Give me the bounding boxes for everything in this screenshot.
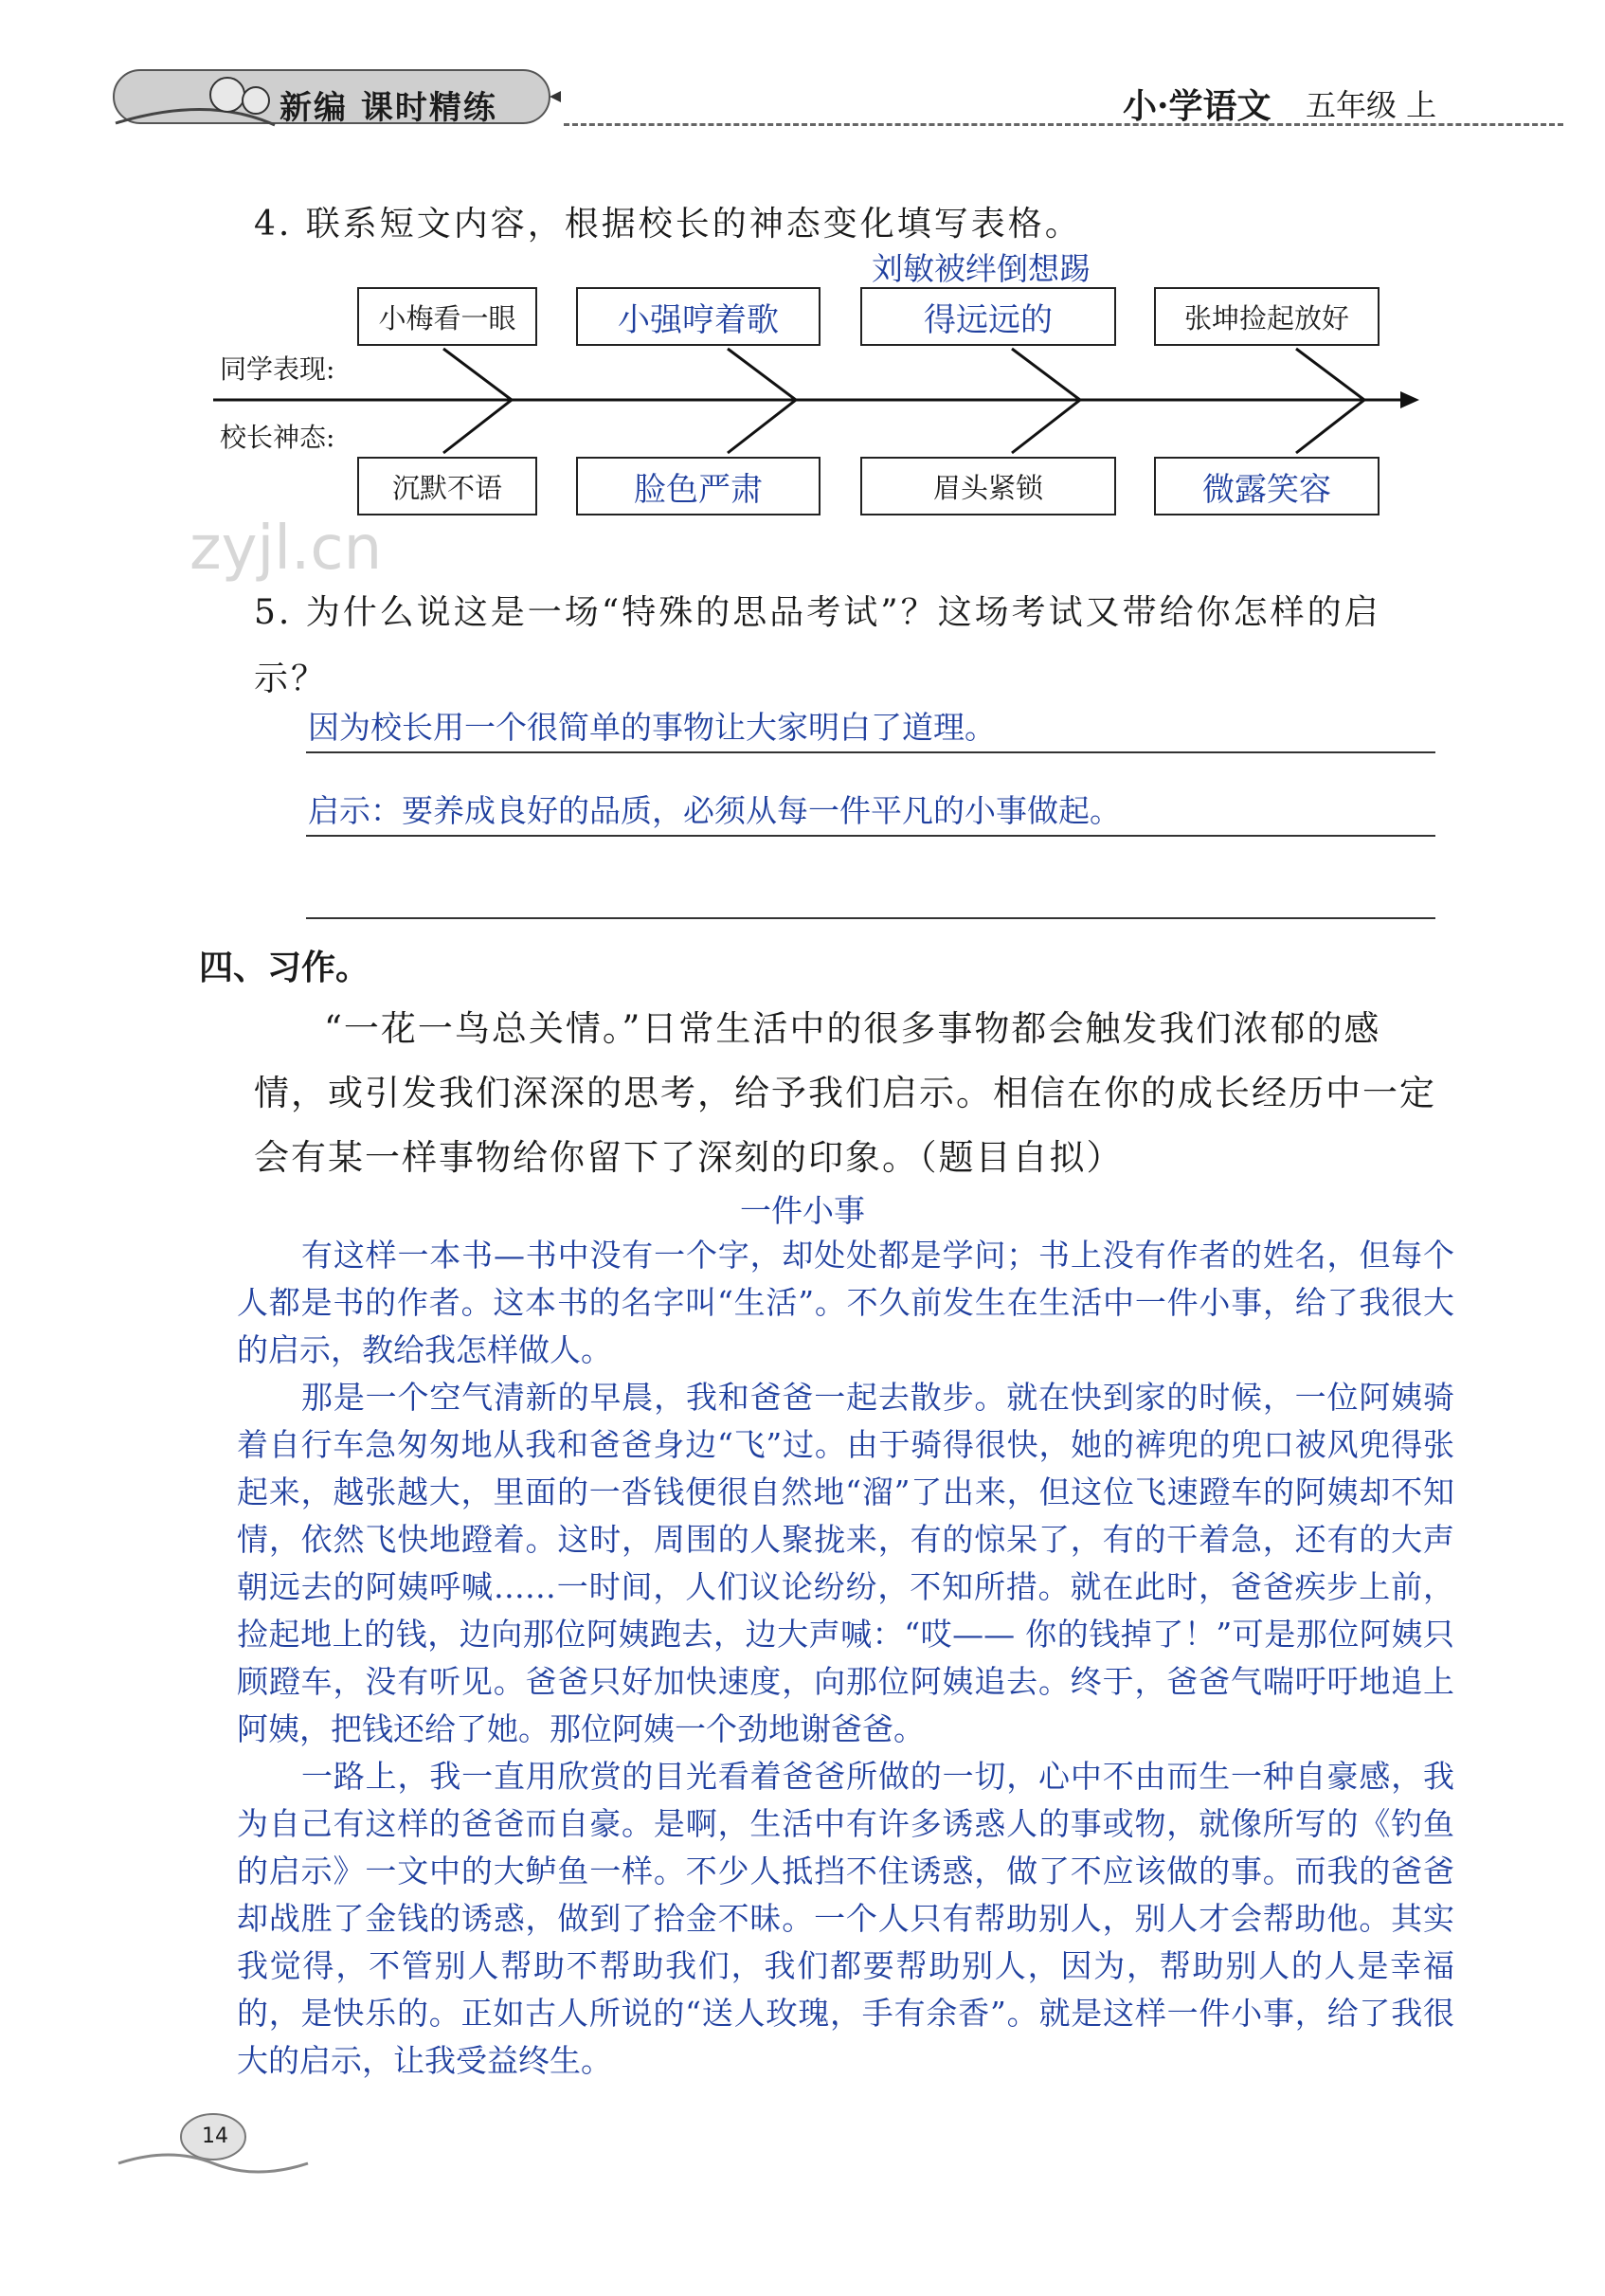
principal-box-1: 沉默不语	[357, 457, 537, 515]
essay-paragraph: 一路上，我一直用欣赏的目光看着爸爸所做的一切，心中不由而生一种自豪感，我为自己有这样的爸爸而自豪。是啊，生活中有许多诱惑人的事或物，就像所写的《钓鱼的启示》一文中的大鲈鱼一样。不少人抵挡不住诱惑，做了不应该做的事。而我的爸爸却战胜了金钱的诱惑，做到了拾金不昧。一个人只有帮助别人，别人才会帮助他。其实我觉得，不管别人帮助不帮助我们，我们都要帮助别人，因为，帮助别人的人是幸福的，是快乐的。正如古人所说的“送人玫瑰，手有余香”。就是这样一件小事，给了我很大的启示，让我受益终生。	[237, 1758, 1454, 2079]
answer-line-1-text: 因为校长用一个很简单的事物让大家明白了道理。	[308, 709, 996, 746]
answer-line-3	[306, 917, 1435, 919]
answer-line-1	[306, 751, 1435, 753]
answer-line-2	[306, 835, 1435, 837]
principal-box-3: 眉头紧锁	[860, 457, 1116, 515]
student-box-2: 小强哼着歌	[576, 287, 821, 346]
question-5: 5. 为什么说这是一场“特殊的思品考试”？这场考试又带给你怎样的启示？	[254, 593, 1381, 698]
row-label-principal: 校长神态:	[220, 422, 335, 453]
essay-title: 一件小事	[740, 1192, 865, 1229]
question-4: 4. 联系短文内容，根据校长的神态变化填写表格。	[254, 205, 1082, 244]
student-box-4: 张坤捡起放好	[1154, 287, 1380, 346]
student-box-3: 得远远的	[860, 287, 1116, 346]
handwritten-annotation: 刘敏被绊倒想踢	[872, 250, 1091, 287]
principal-box-2: 脸色严肃	[576, 457, 821, 515]
page-number: 14	[202, 2124, 228, 2148]
watermark: zyjl.cn	[189, 514, 383, 584]
answer-line-2-text: 启示：要养成良好的品质，必须从每一件平凡的小事做起。	[308, 792, 1121, 829]
essay-paragraph: 有这样一本书—书中没有一个字，却处处都是学问；书上没有作者的姓名，但每个人都是书的作者。这本书的名字叫“生活”。不久前发生在生活中一件小事，给了我很大的启示，教给我怎样做人。	[237, 1237, 1454, 1368]
section-title: 四、习作。	[199, 948, 370, 987]
writing-prompt: “一花一鸟总关情。”日常生活中的很多事物都会触发我们浓郁的感情，或引发我们深深的思考，给予我们启示。相信在你的成长经历中一定会有某一样事物给你留下了深刻的印象。（题目自拟）	[254, 1008, 1436, 1178]
row-label-students: 同学表现:	[220, 353, 335, 385]
series-title: 新编 课时精练	[280, 89, 497, 127]
essay-paragraph: 那是一个空气清新的早晨，我和爸爸一起去散步。就在快到家的时候，一位阿姨骑着自行车急匆匆地从我和爸爸身边“飞”过。由于骑得很快，她的裤兜的兜口被风兜得张起来，越张越大，里面的一沓钱便很自然地“溜”了出来，但这位飞速蹬车的阿姨却不知情，依然飞快地蹬着。这时，周围的人聚拢来，有的惊呆了，有的干着急，还有的大声朝远去的阿姨呼喊……一时间，人们议论纷纷，不知所措。就在此时，爸爸疾步上前，捡起地上的钱，边向那位阿姨跑去，边大声喊：“哎—— 你的钱掉了！”可是那位阿姨只顾蹬车，没有听见。爸爸只好加快速度，向那位阿姨追去。终于，爸爸气喘吁吁地追上阿姨，把钱还给了她。那位阿姨一个劲地谢爸爸。	[237, 1379, 1454, 1747]
student-box-1: 小梅看一眼	[357, 287, 537, 346]
grade-label: 五年级 上	[1306, 87, 1437, 123]
subject-title: 小·学语文	[1123, 86, 1271, 126]
essay-body	[237, 1232, 1454, 2085]
arrow-head	[1400, 391, 1419, 408]
principal-box-4: 微露笑容	[1154, 457, 1380, 515]
